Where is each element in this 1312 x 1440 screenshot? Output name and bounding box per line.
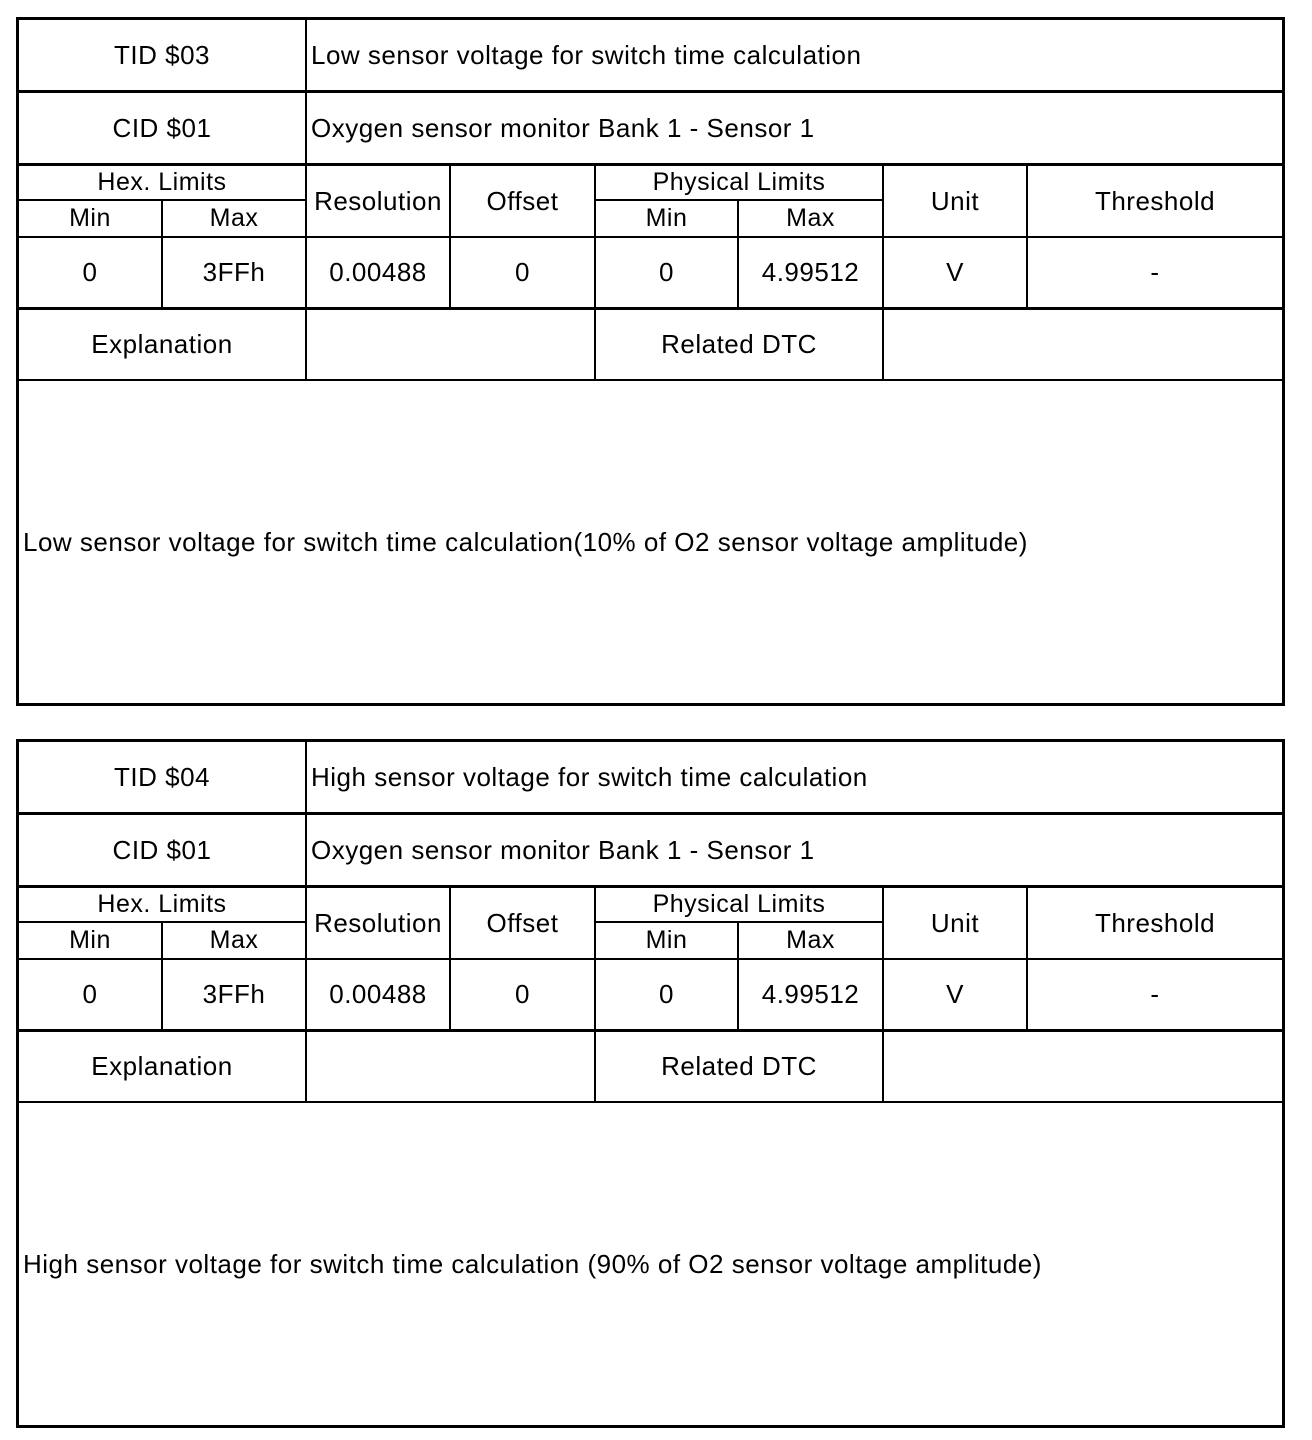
hex-limits-header: Hex. Limits — [97, 890, 227, 918]
hex-limits-header: Hex. Limits — [97, 168, 227, 196]
cid-label: CID $01 — [112, 834, 212, 865]
unit-value: V — [946, 257, 964, 287]
phys-min-header: Min — [645, 926, 688, 954]
cid-description: Oxygen sensor monitor Bank 1 - Sensor 1 — [311, 834, 815, 865]
tid-label: TID $04 — [114, 761, 210, 792]
hex-max-header: Max — [209, 204, 259, 232]
offset-value: 0 — [515, 979, 530, 1009]
cid-description: Oxygen sensor monitor Bank 1 - Sensor 1 — [311, 112, 815, 143]
physical-limits-header: Physical Limits — [652, 168, 826, 196]
offset-value: 0 — [515, 257, 530, 287]
explanation-value — [307, 1032, 594, 1101]
explanation-value — [307, 310, 594, 379]
hex-max-value: 3FFh — [202, 257, 266, 287]
explanation-text: High sensor voltage for switch time calculation (90% of O2 sensor voltage amplitude) — [23, 1248, 1042, 1279]
hex-min-value: 0 — [82, 257, 98, 287]
related-dtc-header: Related DTC — [661, 329, 817, 359]
explanation-text: Low sensor voltage for switch time calculation(10% of O2 sensor voltage amplitude) — [23, 526, 1028, 557]
physical-limits-header: Physical Limits — [652, 890, 826, 918]
tid-description: High sensor voltage for switch time calculation — [311, 761, 868, 792]
threshold-value: - — [1150, 979, 1160, 1009]
phys-min-value: 0 — [659, 257, 674, 287]
resolution-value: 0.00488 — [329, 257, 427, 287]
hex-max-header: Max — [209, 926, 259, 954]
hex-min-header: Min — [69, 204, 111, 232]
tid-03-table — [16, 17, 1285, 706]
hex-min-header: Min — [69, 926, 111, 954]
related-dtc-value — [884, 1032, 1282, 1101]
hex-max-value: 3FFh — [202, 979, 266, 1009]
phys-min-value: 0 — [659, 979, 674, 1009]
explanation-header: Explanation — [91, 1051, 233, 1081]
resolution-header: Resolution — [314, 185, 442, 216]
explanation-header: Explanation — [91, 329, 233, 359]
threshold-header: Threshold — [1094, 907, 1216, 938]
hex-min-value: 0 — [82, 979, 98, 1009]
tid-description: Low sensor voltage for switch time calculation — [311, 39, 862, 70]
related-dtc-value — [884, 310, 1282, 379]
resolution-header: Resolution — [314, 907, 442, 938]
phys-max-header: Max — [786, 926, 835, 954]
phys-max-value: 4.99512 — [761, 257, 860, 287]
unit-header: Unit — [930, 185, 980, 216]
phys-max-header: Max — [786, 204, 835, 232]
tid-label: TID $03 — [114, 39, 210, 70]
tid-04-table — [16, 739, 1285, 1428]
unit-value: V — [946, 979, 964, 1009]
threshold-header: Threshold — [1094, 185, 1216, 216]
threshold-value: - — [1150, 257, 1160, 287]
unit-header: Unit — [930, 907, 980, 938]
phys-max-value: 4.99512 — [761, 979, 860, 1009]
offset-header: Offset — [486, 907, 559, 938]
resolution-value: 0.00488 — [329, 979, 427, 1009]
cid-label: CID $01 — [112, 112, 212, 143]
related-dtc-header: Related DTC — [661, 1051, 817, 1081]
phys-min-header: Min — [645, 204, 688, 232]
offset-header: Offset — [486, 185, 559, 216]
